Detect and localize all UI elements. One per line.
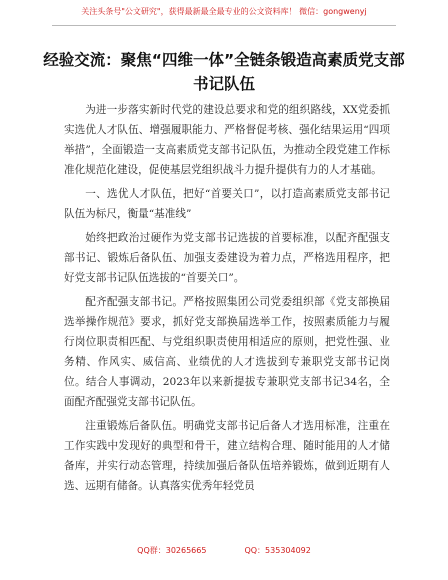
header-notice: 关注头条号"公文研究"，获得最新最全最专业的公文资料库！ 微信：gongwenyj: [81, 7, 367, 16]
paragraph-reserve: 注重锻炼后备队伍。明确党支部书记后备人才选用标准，注重在工作实践中发现好的典型和骨干，建立结构合理、随时能用的人才储备库，并实行动态管理，持续加强后备队伍培养锻炼，做到近期有人选、远期有储备。认真落实优秀年轻党员: [64, 420, 390, 492]
paragraph-section-heading: 一、选优人才队伍，把好“首要关口”，以打造高素质党支部书记队伍为标尺，衡量“基准线”: [64, 188, 390, 220]
footer-qq-group: QQ群：30265665: [137, 546, 207, 555]
document-body: [64, 100, 390, 496]
document-title: 经验交流：聚焦“四维一体”全链条锻造高素质党支部书记队伍: [43, 51, 405, 93]
header-divider: [52, 25, 396, 26]
paragraph-intro: 为进一步落实新时代党的建设总要求和党的组织路线，XX党委抓实选优人才队伍、增强履职能力、严格督促考核、强化结果运用“四项举措”，全面锻造一支高素质党支部书记队伍，为推动全段党建工作标准化规范化建设，促使基层党组织战斗力提升提供有力的人才基础。: [64, 104, 390, 176]
footer-contact: [0, 545, 448, 556]
footer-qq: QQ：535304092: [244, 546, 311, 555]
paragraph-standard: 始终把政治过硬作为党支部书记选拔的首要标准，以配齐配强支部书记、锻炼后备队伍、加强支委建设为着力点，严格选用程序，把好党支部书记队伍选拔的“首要关口”。: [64, 232, 390, 284]
paragraph-secretary: 配齐配强支部书记。严格按照集团公司党委组织部《党支部换届选举操作规范》要求，抓好党支部换届选举工作，按照素质能力与履行岗位职责相匹配、与党组织职责使用相适应的原则，把党性强、业务精、作风实、威信高、业绩优的人才选拔到专兼职党支部书记岗位。结合人事调动，2023年以来新提拔专兼职党支部书记34名，全面配齐配强党支部书记队伍。: [64, 296, 390, 408]
